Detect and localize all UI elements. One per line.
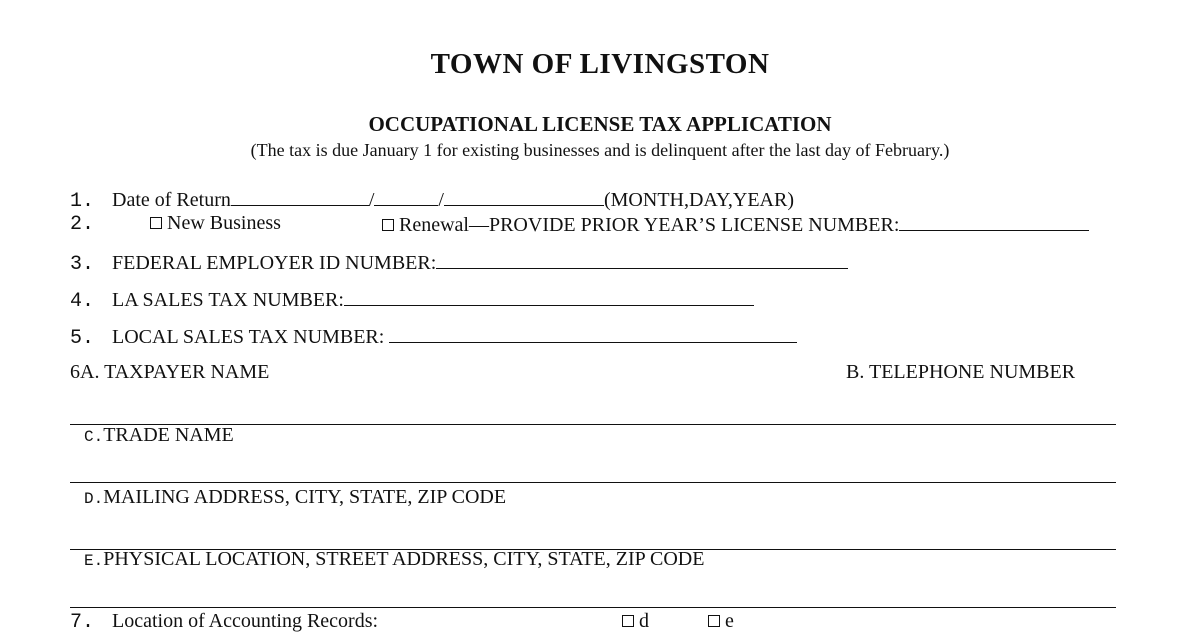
local-sales-tax-label: LOCAL SALES TAX NUMBER:	[112, 326, 385, 348]
new-business-checkbox[interactable]	[150, 217, 162, 229]
prior-license-number-field[interactable]	[899, 212, 1089, 231]
due-date-note: (The tax is due January 1 for existing businesses and is delinquent after the last day of February.)	[250, 140, 950, 160]
renewal-checkbox[interactable]	[382, 219, 394, 231]
federal-employer-id-label: FEDERAL EMPLOYER ID NUMBER:	[112, 252, 437, 274]
renewal-label: Renewal—PROVIDE PRIOR YEAR’S LICENSE NUMBER:	[399, 214, 900, 236]
mailing-address-label: MAILING ADDRESS, CITY, STATE, ZIP CODE	[103, 486, 507, 508]
option-e-checkbox[interactable]	[708, 615, 720, 627]
local-sales-tax-field[interactable]	[389, 324, 797, 343]
trade-name-line[interactable]	[70, 482, 1116, 483]
local-sales-tax-row	[70, 324, 797, 350]
federal-employer-id-row	[70, 250, 848, 276]
date-of-return-row	[70, 187, 794, 213]
date-separator: /	[438, 189, 444, 211]
physical-location-row	[84, 548, 704, 571]
month-field[interactable]	[231, 187, 369, 206]
date-separator: /	[368, 189, 375, 211]
option-d-label: d	[639, 610, 649, 632]
item-number: 3.	[70, 253, 95, 276]
renewal-option[interactable]	[382, 212, 1089, 237]
option-e-label: e	[725, 610, 734, 632]
option-d-checkbox[interactable]	[622, 615, 634, 627]
trade-name-row	[84, 424, 234, 447]
item-letter: C.	[84, 428, 104, 446]
application-type-row	[70, 212, 1116, 236]
page-title: TOWN OF LIVINGSTON	[430, 48, 770, 80]
la-sales-tax-field[interactable]	[344, 287, 754, 306]
taxpayer-name-label: 6A. TAXPAYER NAME	[70, 361, 270, 383]
new-business-label: New Business	[167, 212, 281, 234]
item-number: 2.	[70, 213, 95, 236]
item-number: 4.	[70, 290, 95, 313]
new-business-option[interactable]	[150, 212, 281, 235]
accounting-records-label: Location of Accounting Records:	[112, 610, 379, 632]
physical-location-label: PHYSICAL LOCATION, STREET ADDRESS, CITY, STATE, ZIP CODE	[103, 548, 705, 570]
telephone-number-label: B. TELEPHONE NUMBER	[846, 361, 1076, 383]
item-number: 7.	[70, 611, 95, 634]
form-title: OCCUPATIONAL LICENSE TAX APPLICATION	[368, 112, 832, 136]
item-number: 5.	[70, 327, 95, 350]
accounting-records-row	[70, 610, 378, 634]
date-of-return-label: Date of Return	[112, 189, 231, 211]
item-letter: E.	[84, 552, 104, 570]
physical-location-line[interactable]	[70, 607, 1116, 608]
mailing-address-row	[84, 486, 506, 509]
federal-employer-id-field[interactable]	[436, 250, 848, 269]
year-field[interactable]	[444, 187, 604, 206]
la-sales-tax-row	[70, 287, 754, 313]
la-sales-tax-label: LA SALES TAX NUMBER:	[112, 289, 344, 311]
trade-name-label: TRADE NAME	[103, 424, 234, 446]
day-field[interactable]	[374, 187, 438, 206]
date-format-hint: (MONTH,DAY,YEAR)	[603, 189, 794, 211]
item-letter: D.	[84, 490, 104, 508]
item-number: 1.	[70, 190, 95, 213]
